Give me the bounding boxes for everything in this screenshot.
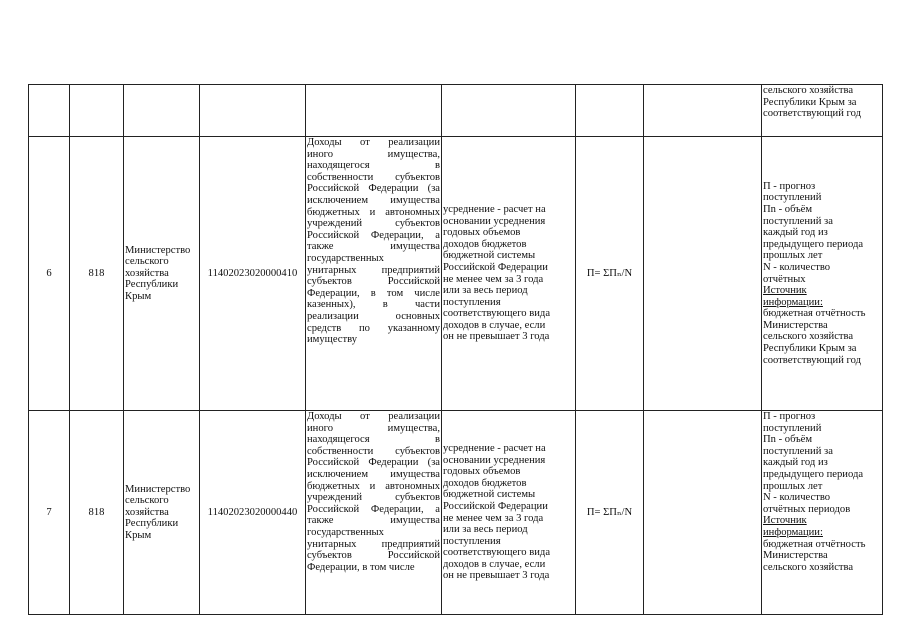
source-line: Республики Крым за xyxy=(763,343,857,355)
source-label: Источник xyxy=(763,515,807,527)
notes-line: Пn - объём xyxy=(763,434,813,446)
income-line: собственности субъектов xyxy=(307,171,440,183)
method-line: годовых объемов xyxy=(443,227,521,239)
ministry-line: Министерство xyxy=(125,244,191,256)
income-line: Российской Федерации, а xyxy=(307,503,440,515)
income-line: собственности субъектов xyxy=(307,445,440,457)
notes-line: каждый год из xyxy=(763,227,828,239)
income-line: находящегося в xyxy=(307,434,440,446)
cell-method xyxy=(442,85,576,137)
ministry-line: сельского xyxy=(125,256,169,268)
income-line: иного имущества, xyxy=(307,148,440,160)
notes-line: поступлений за xyxy=(763,445,833,457)
cell-num xyxy=(29,85,70,137)
method-line: соответствующего вида xyxy=(443,308,551,320)
income-line: Доходы от реализации xyxy=(307,411,440,422)
income-line: унитарных предприятий xyxy=(307,538,440,550)
income-line: иного имущества, xyxy=(307,422,440,434)
source-line: сельского хозяйства xyxy=(763,561,854,573)
income-line: Российской Федерации (за xyxy=(307,183,440,195)
cell-income xyxy=(306,85,442,137)
income-line: государственных xyxy=(307,252,384,264)
method-line: или за весь период xyxy=(443,524,528,536)
method-line: или за весь период xyxy=(443,285,528,297)
income-line: учреждений субъектов xyxy=(307,218,440,230)
method-line: бюджетной системы xyxy=(443,489,536,501)
income-line: имуществу xyxy=(307,334,358,346)
cell-code: 818 xyxy=(70,411,124,615)
income-line: находящегося в xyxy=(307,160,440,172)
income-line: также имущества xyxy=(307,241,440,253)
method-line: доходов бюджетов xyxy=(443,477,527,489)
notes-line: предыдущего периода xyxy=(763,468,864,480)
method-line: не менее чем за 3 года xyxy=(443,512,544,524)
income-line: Российской Федерации, а xyxy=(307,229,440,241)
notes-line: отчётных xyxy=(763,273,806,285)
cell-num: 7 xyxy=(29,411,70,615)
cell-ministry xyxy=(124,411,200,615)
notes-line: поступлений за xyxy=(763,215,833,227)
method-line: усреднение - расчет на xyxy=(443,442,546,454)
cell-formula: П= ΣПₙ/N xyxy=(576,137,644,411)
source-label: Источник xyxy=(763,285,807,297)
cell-kbk xyxy=(200,85,306,137)
income-line: реализации основных xyxy=(307,310,440,322)
source-line: сельского хозяйства xyxy=(763,85,854,96)
notes-line: поступлений xyxy=(763,422,822,434)
income-line: также имущества xyxy=(307,515,440,527)
cell-kbk: 11402023020000410 xyxy=(200,137,306,411)
source-label: информации: xyxy=(763,296,823,308)
ministry-line: Крым xyxy=(125,529,152,541)
cell-empty xyxy=(644,85,762,137)
method-line: годовых объемов xyxy=(443,466,521,478)
source-label: информации: xyxy=(763,526,823,538)
source-line: Министерства xyxy=(763,319,828,331)
cell-empty xyxy=(644,411,762,615)
cell-method xyxy=(442,411,576,615)
income-line: исключением имущества xyxy=(307,468,440,480)
ministry-line: Министерство xyxy=(125,483,191,495)
notes-line: каждый год из xyxy=(763,457,828,469)
method-line: доходов в случае, если xyxy=(443,558,546,570)
income-line: Федерации, в том числе xyxy=(307,561,415,573)
notes-line: прошлых лет xyxy=(763,480,823,492)
income-line: бюджетных и автономных xyxy=(307,206,440,218)
income-line: казенных), в части xyxy=(307,299,440,311)
cell-ministry xyxy=(124,85,200,137)
source-line: бюджетная отчётность xyxy=(763,308,866,320)
cell-source xyxy=(762,85,883,137)
cell-notes xyxy=(762,411,883,615)
income-line: государственных xyxy=(307,526,384,538)
cell-method xyxy=(442,137,576,411)
ministry-line: хозяйства xyxy=(125,506,169,518)
cell-income xyxy=(306,411,442,615)
notes-line: П - прогноз xyxy=(763,180,816,192)
method-line: бюджетной системы xyxy=(443,250,536,262)
ministry-line: Республики xyxy=(125,279,179,291)
income-line: субъектов Российской xyxy=(307,550,440,562)
notes-line: поступлений xyxy=(763,192,822,204)
method-line: основании усреднения xyxy=(443,215,546,227)
method-line: основании усреднения xyxy=(443,454,546,466)
ministry-line: хозяйства xyxy=(125,267,169,279)
notes-line: N - количество xyxy=(763,492,831,504)
cell-formula: П= ΣПₙ/N xyxy=(576,411,644,615)
income-line: средств по указанному xyxy=(307,322,440,334)
table-row-7 xyxy=(29,411,883,615)
method-line: не менее чем за 3 года xyxy=(443,273,544,285)
cell-kbk: 11402023020000440 xyxy=(200,411,306,615)
method-line: он не превышает 3 года xyxy=(443,331,550,343)
notes-line: П - прогноз xyxy=(763,411,816,422)
method-line: поступления xyxy=(443,296,501,308)
method-line: соответствующего вида xyxy=(443,547,551,559)
method-line: доходов бюджетов xyxy=(443,238,527,250)
method-line: усреднение - расчет на xyxy=(443,203,546,215)
income-line: Российской Федерации (за xyxy=(307,457,440,469)
source-line: соответствующий год xyxy=(763,354,861,366)
income-line: субъектов Российской xyxy=(307,276,440,288)
cell-num: 6 xyxy=(29,137,70,411)
table-row-continuation xyxy=(29,85,883,137)
income-line: учреждений субъектов xyxy=(307,492,440,504)
income-line: бюджетных и автономных xyxy=(307,480,440,492)
source-line: Министерства xyxy=(763,550,828,562)
notes-line: отчётных периодов xyxy=(763,503,851,515)
cell-code: 818 xyxy=(70,137,124,411)
revenue-forecast-table xyxy=(28,84,883,615)
source-line: соответствующий год xyxy=(763,108,861,120)
method-line: Российской Федерации xyxy=(443,500,548,512)
method-line: Российской Федерации xyxy=(443,261,548,273)
income-line: унитарных предприятий xyxy=(307,264,440,276)
notes-line: N - количество xyxy=(763,261,831,273)
income-line: исключением имущества xyxy=(307,194,440,206)
cell-formula xyxy=(576,85,644,137)
method-line: он не превышает 3 года xyxy=(443,570,550,582)
notes-line: Пn - объём xyxy=(763,203,813,215)
income-line: Федерации, в том числе xyxy=(307,287,440,299)
income-line: Доходы от реализации xyxy=(307,137,440,148)
cell-empty xyxy=(644,137,762,411)
source-line: бюджетная отчётность xyxy=(763,538,866,550)
method-line: доходов в случае, если xyxy=(443,319,546,331)
table-row-6 xyxy=(29,137,883,411)
cell-code xyxy=(70,85,124,137)
cell-income xyxy=(306,137,442,411)
method-line: поступления xyxy=(443,535,501,547)
notes-line: предыдущего периода xyxy=(763,238,864,250)
cell-notes xyxy=(762,137,883,411)
source-line: Республики Крым за xyxy=(763,96,857,108)
ministry-line: Республики xyxy=(125,518,179,530)
ministry-line: Крым xyxy=(125,290,152,302)
source-line: сельского хозяйства xyxy=(763,331,854,343)
notes-line: прошлых лет xyxy=(763,250,823,262)
cell-ministry xyxy=(124,137,200,411)
ministry-line: сельского xyxy=(125,495,169,507)
